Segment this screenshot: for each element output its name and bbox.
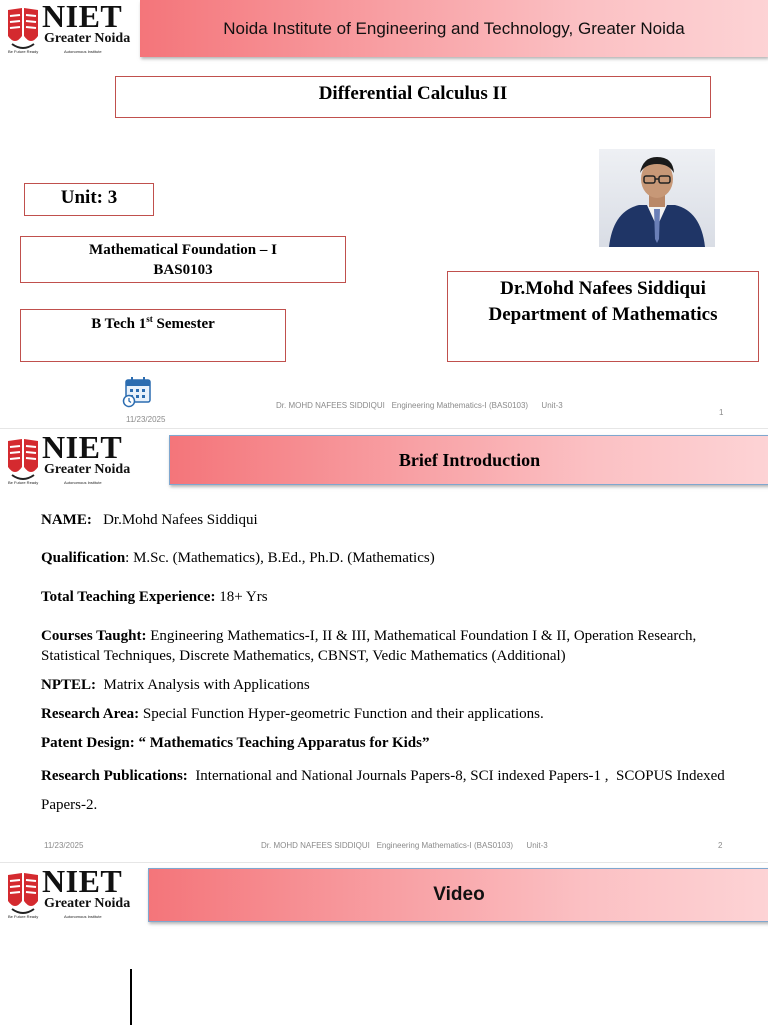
logo-tagline-left: Be Future Ready: [8, 914, 39, 919]
page-number: 1: [719, 408, 724, 417]
footer-text: Dr. MOHD NAFEES SIDDIQUI Engineering Mathematics-I (BAS0103) Unit-3: [276, 401, 563, 410]
row-label: Patent Design: “ Mathematics Teaching Apparatus for Kids”: [41, 735, 430, 751]
institute-name: Noida Institute of Engineering and Technology, Greater Noida: [223, 18, 685, 38]
row-value: Dr.Mohd Nafees Siddiqui: [91, 512, 258, 528]
faculty-box: [447, 271, 759, 362]
course-box: [20, 236, 346, 283]
row-value: : M.Sc. (Mathematics), B.Ed., Ph.D. (Mathematics): [125, 550, 435, 566]
logo-city: Greater Noida: [44, 462, 131, 477]
row-label: Qualification: [41, 550, 126, 566]
intro-row-patent: [41, 733, 429, 753]
faculty-portrait-icon: [599, 149, 715, 247]
video-header-banner: [148, 868, 768, 922]
intro-row-experience: [41, 587, 268, 607]
footer-text: Dr. MOHD NAFEES SIDDIQUI Engineering Mathematics-I (BAS0103) Unit-3: [261, 841, 548, 850]
program-prefix: B Tech 1: [91, 316, 147, 332]
video-title: Video: [433, 884, 485, 905]
row-label: Courses Taught:: [41, 628, 147, 644]
row-value: Special Function Hyper-geometric Function and their applications.: [139, 706, 544, 722]
unit-label: Unit: 3: [60, 187, 118, 208]
intro-row-courses: [41, 626, 757, 666]
program-label: [91, 316, 215, 332]
logo-brand: NIET: [42, 429, 123, 465]
logo-brand: NIET: [42, 863, 123, 899]
footer-date: 11/23/2025: [126, 415, 166, 424]
text-cursor-line: [130, 969, 132, 1025]
logo-tagline-right: Autonomous Institute: [64, 480, 102, 485]
course-name: Mathematical Foundation – I: [89, 242, 277, 258]
faculty-photo: [599, 149, 715, 247]
row-label: NPTEL:: [41, 677, 97, 693]
row-label: Total Teaching Experience:: [41, 589, 216, 605]
intro-row-research-area: [41, 704, 544, 724]
row-label: Research Area:: [41, 706, 140, 722]
niet-shield-icon: [6, 437, 40, 483]
page-number: 2: [718, 841, 723, 850]
intro-row-publications: [41, 762, 741, 820]
row-value: International and National Journals Papers-8, SCI indexed Papers-1 , SCOPUS Indexed Papers-2.: [41, 768, 729, 813]
row-value: Matrix Analysis with Applications: [96, 677, 310, 693]
logo-tagline-left: Be Future Ready: [8, 480, 39, 485]
logo-tagline-right: Autonomous Institute: [64, 49, 102, 54]
row-value: 18+ Yrs: [215, 589, 268, 605]
intro-row-qualification: [41, 548, 435, 568]
unit-box: [24, 183, 154, 216]
slide-1: [0, 0, 768, 428]
niet-shield-icon: [6, 6, 40, 52]
slide-2: [0, 428, 768, 861]
row-label: Research Publications:: [41, 768, 188, 784]
logo-city: Greater Noida: [44, 896, 131, 911]
intro-title: Brief Introduction: [398, 449, 541, 470]
niet-logo: [6, 0, 136, 56]
row-label: NAME:: [41, 512, 92, 528]
program-superscript: st: [146, 314, 153, 324]
niet-logo: [6, 429, 136, 487]
intro-header-banner: [169, 435, 768, 485]
program-suffix: Semester: [152, 316, 215, 332]
niet-logo: [6, 863, 136, 921]
calendar-icon: [122, 376, 152, 408]
topic-title-box: [115, 76, 711, 118]
row-value: Engineering Mathematics-I, II & III, Mathematical Foundation I & II, Operation Research, Statistical Techniques, Discrete Mathematics, CBNST, Vedic Mathematics (Additional): [41, 628, 697, 664]
logo-brand: NIET: [42, 0, 123, 34]
slide-3: [0, 862, 768, 1025]
topic-title: Differential Calculus II: [318, 83, 508, 104]
logo-tagline-left: Be Future Ready: [8, 49, 39, 54]
faculty-department: Department of Mathematics: [488, 304, 718, 325]
logo-city: Greater Noida: [44, 31, 131, 46]
faculty-name: Dr.Mohd Nafees Siddiqui: [500, 278, 706, 299]
niet-shield-icon: [6, 871, 40, 917]
intro-row-nptel: [41, 675, 310, 695]
institute-header-banner: [140, 0, 768, 57]
intro-row-name: [41, 510, 258, 530]
program-box: [20, 309, 286, 362]
course-code: BAS0103: [153, 262, 213, 278]
footer-date: 11/23/2025: [44, 841, 84, 850]
logo-tagline-right: Autonomous Institute: [64, 914, 102, 919]
